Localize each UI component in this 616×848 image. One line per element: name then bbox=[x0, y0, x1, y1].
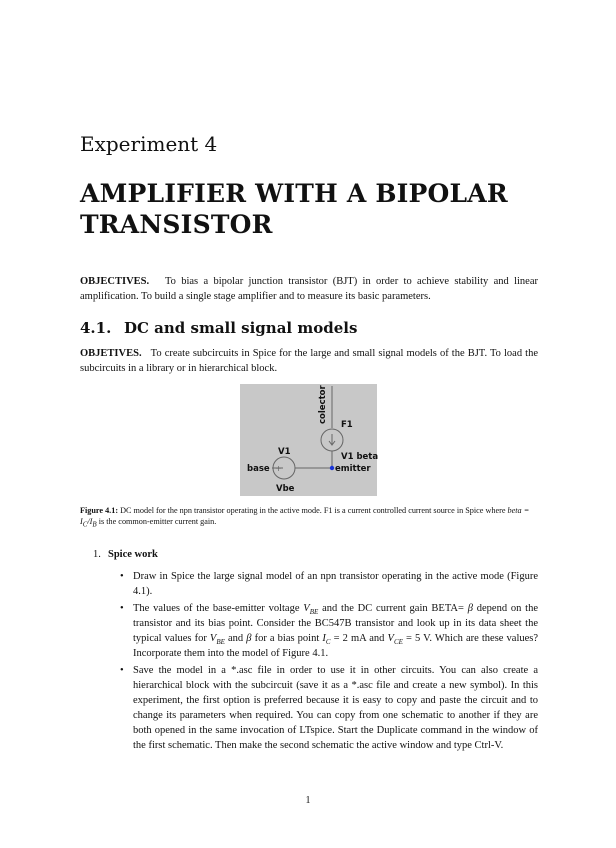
caption-sub-b: B bbox=[92, 520, 97, 529]
label-v1-beta: V1 beta bbox=[341, 452, 379, 462]
bullet-2-text-f: = 2 mA and bbox=[333, 633, 385, 644]
circuit-schematic bbox=[240, 384, 377, 496]
list-item bbox=[120, 601, 538, 661]
figure-circuit bbox=[240, 384, 377, 496]
math-vbe-2: $V_{BE}$ bbox=[209, 633, 225, 647]
bullet-list bbox=[120, 569, 538, 755]
bullet-2-text-a: The values of the base-emitter voltage bbox=[133, 603, 300, 614]
section-title: DC and small signal models bbox=[124, 319, 358, 337]
objectives-paragraph bbox=[80, 274, 538, 304]
section-number: 4.1. bbox=[80, 319, 112, 337]
caption-text-b: is the common-emitter current gain. bbox=[98, 517, 217, 526]
bullet-1-text: Draw in Spice the large signal model of an npn transistor operating in the active mode (Figure 4.1). bbox=[133, 571, 538, 597]
section-objectives-label: OBJETIVES. bbox=[80, 348, 142, 359]
label-base: base bbox=[247, 464, 270, 474]
math-vce: $V_{CE}$ bbox=[387, 633, 403, 647]
figure-caption bbox=[80, 505, 538, 527]
list-number: 1. bbox=[93, 549, 101, 560]
bullet-2-text-c: depend on the transistor and its bias point. Consider the BC547B transistor and look up in its data sheet the typical values for bbox=[133, 603, 539, 644]
math-ic: $I_C$ bbox=[322, 633, 331, 647]
list-item bbox=[120, 663, 538, 753]
bullet-2-text-e: for a bias point bbox=[254, 633, 320, 644]
caption-label: Figure 4.1: bbox=[80, 506, 119, 515]
emitter-node bbox=[330, 466, 334, 470]
list-item bbox=[120, 569, 538, 599]
chapter-label: Experiment 4 bbox=[80, 132, 218, 156]
chapter-title: AMPLIFIER WITH A BIPOLAR TRANSISTOR bbox=[80, 179, 508, 239]
section-objectives-text: To create subcircuits in Spice for the large and small signal models of the BJT. To load the subcircuits in a library or in hierarchical block. bbox=[80, 348, 538, 374]
caption-text-a: DC model for the npn transistor operating in the active mode. F1 is a current controlled current source in Spice where bbox=[120, 506, 506, 515]
label-v1: V1 bbox=[278, 447, 291, 457]
objectives-text: To bias a bipolar junction transistor (BJT) in order to achieve stability and linear amplification. To build a single stage amplifier and to measure its basic parameters. bbox=[80, 276, 538, 302]
label-emitter: emitter bbox=[335, 464, 371, 474]
section-objectives-paragraph bbox=[80, 346, 538, 376]
plus-sign: + bbox=[275, 464, 282, 473]
list-title: Spice work bbox=[108, 549, 158, 560]
list-heading bbox=[93, 549, 158, 560]
math-beta-2: β bbox=[246, 633, 252, 644]
bullet-2-text-g: = 5 V. Which are these values? Incorporate them into the model of Figure 4.1. bbox=[133, 633, 539, 659]
page-number: 1 bbox=[305, 795, 311, 806]
caption-math-b: /I bbox=[87, 517, 93, 526]
bullet-2-text-b: and the DC current gain BETA= bbox=[322, 603, 464, 614]
bullet-2-text-d: and bbox=[228, 633, 244, 644]
bullet-3-text: Save the model in a *.asc file in order to use it in other circuits. You can also create a hierarchical block with the subcircuit (save it as a *.asc file and create a new symbol). In this experiment, the first option is preferred because it is easy to copy and paste the circuit and to change its parameters when required. You can copy from one schematic to another if they are both opened in the same invocation of LTspice. Start the Duplicate command in the window of the first schematic. Then make the second schematic the active window and type Ctrl-V. bbox=[133, 665, 538, 751]
label-colector: colector bbox=[318, 385, 328, 424]
objectives-label: OBJECTIVES. bbox=[80, 276, 150, 287]
label-f1: F1 bbox=[341, 420, 353, 430]
math-beta-1: β bbox=[467, 603, 473, 614]
section-heading bbox=[80, 319, 357, 337]
label-vbe: Vbe bbox=[276, 484, 295, 494]
math-vbe-1: $V_{BE}$ bbox=[303, 603, 319, 617]
caption-math-a: beta = I bbox=[80, 506, 530, 526]
caption-sub-c: C bbox=[82, 520, 88, 529]
